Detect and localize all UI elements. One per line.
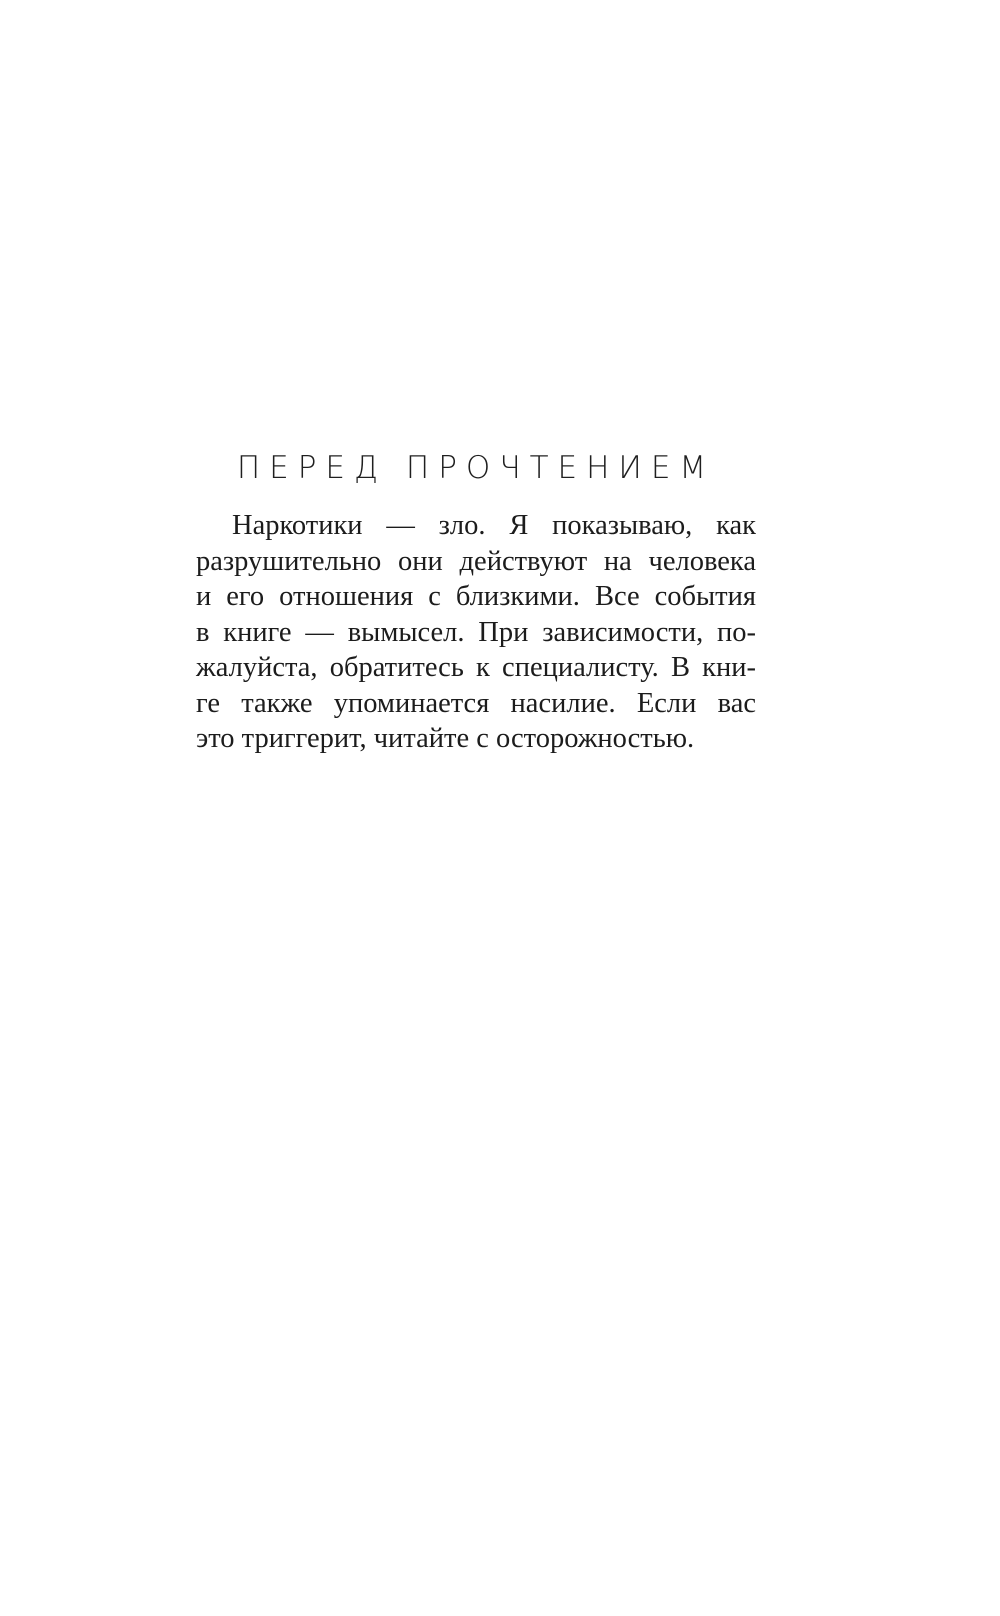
paragraph-line: и его отношения с близкими. Все события [196, 581, 756, 612]
paragraph-line: Наркотики — зло. Я показываю, как [232, 510, 756, 541]
paragraph-line: разрушительно они действуют на человека [196, 545, 756, 577]
paragraph-line: это триггерит, читайте с осторожностью. [196, 723, 695, 754]
paragraph-line: жалуйста, обратитесь к специалисту. В кни- [196, 652, 756, 683]
warning-paragraph [196, 508, 756, 757]
paragraph-line: в книге — вымысел. При зависимости, по- [196, 616, 756, 648]
paragraph-line: ге также упоминается насилие. Если вас [196, 687, 756, 719]
section-heading: ПЕРЕД ПРОЧТЕНИЕМ [236, 450, 716, 486]
